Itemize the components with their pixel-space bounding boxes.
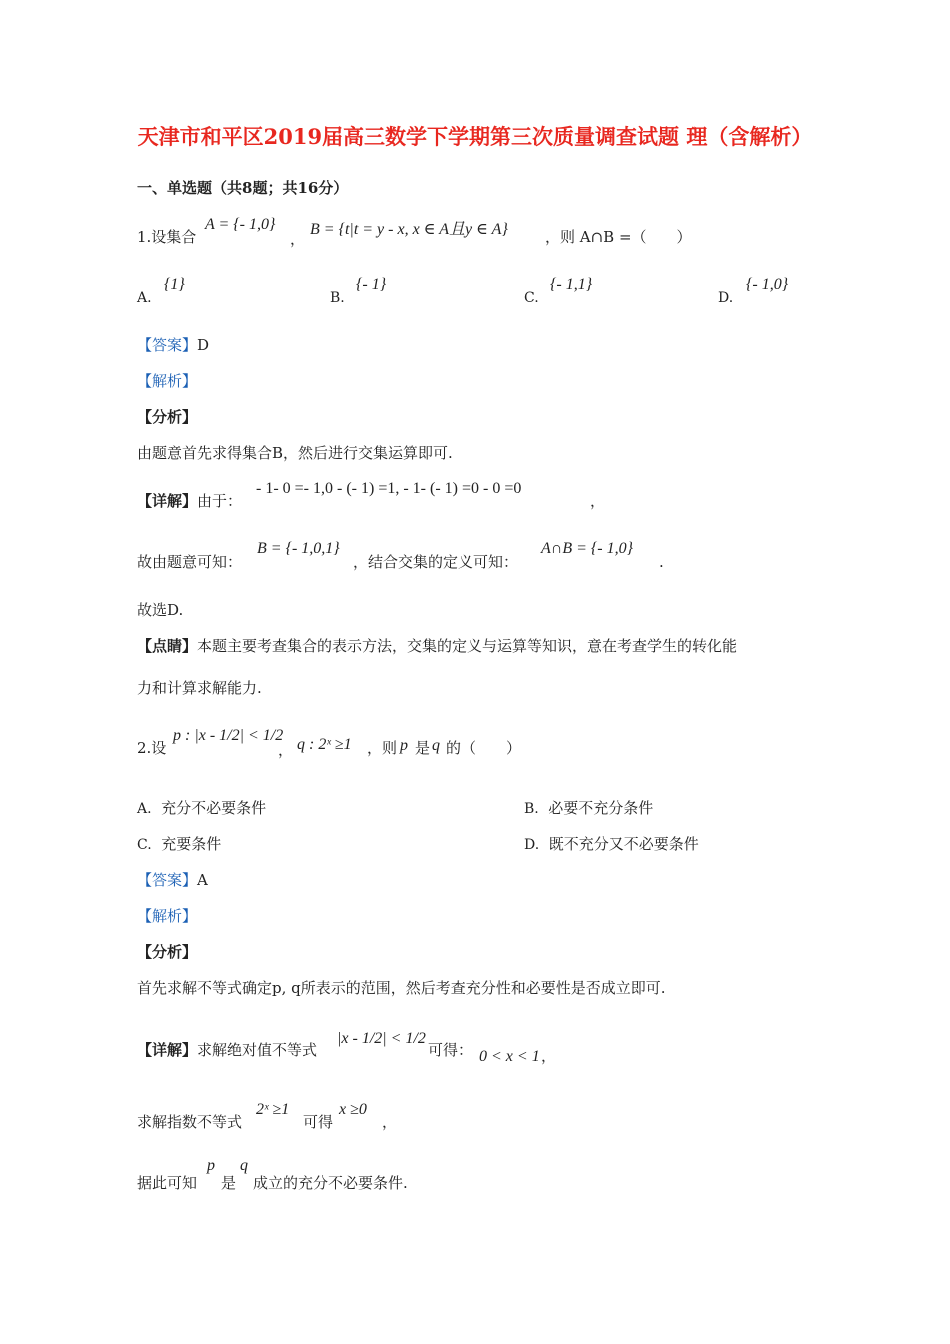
q2-p-math: p : |x - 1/2| < 1/2	[173, 727, 284, 744]
q1-line2-math1: B = {- 1,0,1}	[257, 540, 340, 557]
q2-analysis-tag: 【解析】	[137, 907, 198, 925]
q1-dianjing-text1: 本题主要考查集合的表示方法，交集的定义与运算等知识，意在考查学生的转化能	[197, 637, 738, 655]
q2-detail-mid: 可得：	[428, 1041, 474, 1059]
q2-q-math: q : 2ˣ ≥1	[297, 736, 352, 753]
q1-fenxi-tag: 【分析】	[137, 408, 198, 426]
q2-ask2: 是	[415, 739, 431, 757]
q2-conc-lead: 据此可知	[137, 1174, 198, 1192]
q2-option-c	[137, 834, 221, 855]
q2-sep: ，	[278, 741, 294, 759]
q2-fenxi-tag: 【分析】	[137, 943, 198, 961]
q2-fenxi-text: 首先求解不等式确定p, q所表示的范围，然后考查充分性和必要性是否成立即可.	[137, 979, 666, 997]
q2-option-d-value: 既不充分又不必要条件	[548, 835, 699, 853]
q2-detail-line	[137, 1040, 317, 1060]
q2-option-c-value: 充要条件	[161, 835, 222, 853]
q1-option-b-label: B.	[330, 290, 345, 306]
q2-conc-q: q	[240, 1157, 248, 1174]
q2-option-d	[524, 834, 699, 855]
q2-conc-p: p	[207, 1157, 215, 1174]
q1-fenxi-text: 由题意首先求得集合B，然后进行交集运算即可.	[137, 444, 453, 462]
q1-ask: ，则 A∩B =（ ）	[545, 228, 692, 246]
q1-detail-tag: 【详解】	[137, 492, 198, 510]
q1-option-a-label: A.	[137, 290, 152, 306]
q1-dianjing-tag: 【点睛】	[137, 637, 198, 655]
q1-line2-lead: 故由题意可知：	[137, 553, 243, 571]
q2-ask3: 的（ ）	[446, 739, 522, 757]
q1-option-c-label: C.	[524, 290, 539, 306]
q2-p: p	[400, 737, 408, 754]
q2-detail-result: 0 < x < 1	[479, 1048, 540, 1065]
q1-detail-math: - 1- 0 =- 1,0 - (- 1) =1, - 1- (- 1) =0 - 0 =0	[256, 480, 522, 497]
q2-option-b-label: B.	[524, 801, 539, 817]
q2-option-c-label: C.	[137, 837, 152, 853]
q1-dianjing-line2: 力和计算求解能力.	[137, 679, 262, 697]
q2-option-b	[524, 798, 653, 819]
q2-detail-lead: 求解绝对值不等式	[197, 1041, 318, 1059]
q2-option-b-value: 必要不充分条件	[548, 799, 654, 817]
q2-q: q	[432, 737, 440, 754]
q2-conc-end: 成立的充分不必要条件.	[253, 1174, 408, 1192]
q1-choose: 故选D.	[137, 601, 184, 619]
q1-line2-end: .	[659, 553, 664, 571]
q1-dianjing-line1	[137, 636, 737, 656]
q2-exp-result: x ≥0	[339, 1101, 367, 1118]
q2-ask1: ，则	[367, 739, 398, 757]
page-title: 天津市和平区2019届高三数学下学期第三次质量调查试题 理（含解析）	[137, 124, 813, 149]
q2-exp-mid: 可得	[303, 1113, 334, 1131]
q1-option-b-value: {- 1}	[356, 276, 387, 293]
q1-line2-math2: A∩B = {- 1,0}	[541, 540, 634, 557]
q2-exp-end: ，	[382, 1113, 398, 1131]
q1-sep: ，	[290, 230, 306, 248]
q1-set-a: A = {- 1,0}	[205, 216, 276, 233]
q1-answer	[137, 335, 209, 355]
q1-detail-end: ，	[590, 492, 606, 510]
q1-option-c-value: {- 1,1}	[550, 276, 593, 293]
q1-lead: 1.设集合	[137, 228, 197, 246]
q1-line2-mid: ，结合交集的定义可知：	[353, 553, 519, 571]
q1-set-b: B = {t|t = y - x, x ∈ A且y ∈ A}	[310, 221, 508, 238]
q2-answer	[137, 870, 208, 890]
q2-exp-math: 2ˣ ≥1	[256, 1101, 290, 1118]
q1-option-d-label: D.	[718, 290, 734, 306]
q1-analysis-tag: 【解析】	[137, 372, 198, 390]
q2-option-d-label: D.	[524, 837, 540, 853]
q1-option-d-value: {- 1,0}	[746, 276, 789, 293]
q1-answer-tag: 【答案】	[137, 336, 198, 354]
q2-detail-ineq: |x - 1/2| < 1/2	[337, 1030, 426, 1047]
q2-answer-tag: 【答案】	[137, 871, 198, 889]
q1-detail-line	[137, 491, 242, 511]
q1-option-a-value: {1}	[164, 276, 185, 293]
q2-detail-tag: 【详解】	[137, 1041, 198, 1059]
q2-answer-value: A	[197, 871, 208, 889]
q2-option-a-value: 充分不必要条件	[161, 799, 267, 817]
q2-conc-mid: 是	[221, 1174, 237, 1192]
q1-answer-value: D	[197, 336, 210, 354]
q2-lead: 2.设	[137, 739, 167, 757]
q1-detail-lead: 由于：	[197, 492, 243, 510]
section-header: 一、单选题（共8题；共16分）	[137, 179, 349, 197]
q2-option-a-label: A.	[137, 801, 152, 817]
q2-exp-lead: 求解指数不等式	[137, 1113, 243, 1131]
q2-detail-end: ，	[541, 1047, 557, 1065]
q2-option-a	[137, 798, 266, 819]
